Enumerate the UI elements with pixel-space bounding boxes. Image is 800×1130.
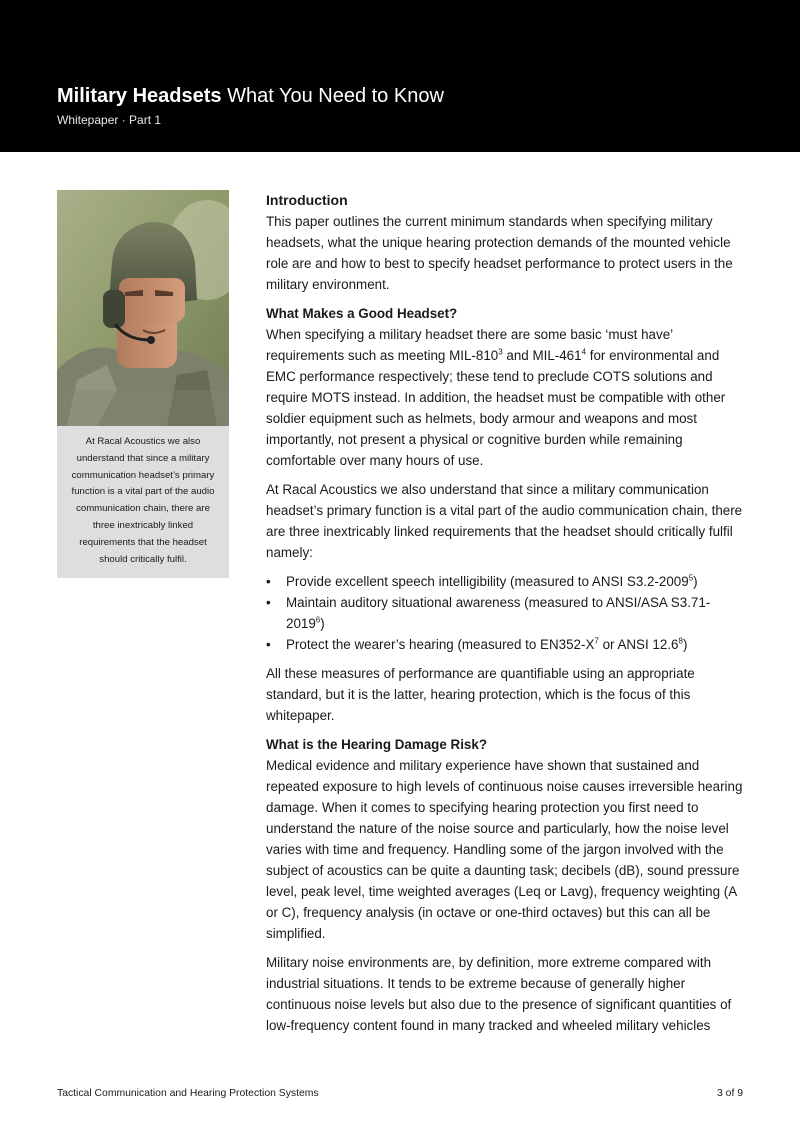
p1-text-c: for environmental and EMC performance respectively; these tend to preclude COTS solutions and require MOTS instead. In addition, the headset must be compatible with other soldier equipment such as helmets, body armour and weapons and most importantly, not present a physical or cognitive burden while remaining comfortable over many hours of use. [266, 348, 726, 468]
risk-paragraph-1: Medical evidence and military experience have shown that sustained and repeated exposure to high levels of continuous noise causes irreversible hearing damage. When it comes to specifying hearing protection you first need to understand the nature of the noise source and particularly, how the noise level varies with time and frequency. Handling some of the jargon involved with the subject of acoustics can be quite a daunting task; decibels (dB), sound pressure level, peak level, time weighted averages (Leq or Lavg), frequency weighting (A or C), frequency analysis (in octave or one-third octaves) but this can all be simplified. [266, 758, 743, 941]
list-item-tail: ) [693, 574, 698, 589]
document-title [57, 84, 444, 108]
sidebar [57, 190, 229, 578]
document-subtitle: Whitepaper · Part 1 [57, 113, 162, 127]
intro-body: This paper outlines the current minimum standards when specifying military headsets, what the unique hearing protection demands of the mounted vehicle role are and how to best to specify headset performance to protect users in the military environment. [266, 214, 733, 292]
footnote-ref: 5 [688, 573, 694, 583]
p1-text-a: When specifying a military headset there are some basic ‘must have’ requirements such as meeting MIL-810 [266, 327, 673, 363]
main-content [266, 190, 744, 1036]
good-headset-paragraph-2: At Racal Acoustics we also understand that since a military communication headset’s primary function is a vital part of the audio communication chain, there are three inextricably linked requirements that the headset should critically fulfil namely: [266, 482, 743, 560]
photo-caption: At Racal Acoustics we also understand that since a military communication headset’s primary function is a vital part of the audio communication chain, there are three inextricably linked requirements that the headset should critically fulfil. [57, 426, 229, 578]
list-item-text: Provide excellent speech intelligibility (measured to ANSI S3.2-2009 [286, 574, 689, 589]
list-item [266, 571, 744, 592]
list-item-text: Maintain auditory situational awareness (measured to ANSI/ASA S3.71-2019 [286, 595, 711, 631]
page-number: 3 of 9 [717, 1088, 743, 1099]
requirements-list [266, 571, 744, 655]
list-item-mid: or ANSI 12.6 [598, 637, 679, 652]
title-rest: What You Need to Know [221, 85, 444, 107]
page-header [0, 0, 800, 152]
footnote-ref: 3 [498, 347, 503, 357]
soldier-photo [57, 190, 229, 426]
list-item-tail: ) [320, 616, 325, 631]
risk-paragraph-2: Military noise environments are, by definition, more extreme compared with industrial situations. It tends to be extreme because of generally higher continuous noise levels but also due to the presence of significant quantities of low-frequency content found in many tracked and wheeled military vehicles [266, 955, 732, 1033]
footnote-ref: 4 [581, 347, 587, 357]
footnote-ref: 8 [678, 636, 683, 646]
risk-heading: What is the Hearing Damage Risk? [266, 737, 487, 752]
footnote-ref: 6 [315, 615, 321, 625]
list-item-text: Protect the wearer’s hearing (measured to EN352-X [286, 637, 595, 652]
good-headset-paragraph-3: All these measures of performance are quantifiable using an appropriate standard, but it is the latter, hearing protection, which is the focus of this whitepaper. [266, 666, 695, 723]
footer-title: Tactical Communication and Hearing Protection Systems [57, 1088, 319, 1099]
good-headset-paragraph-1 [266, 324, 744, 471]
title-bold: Military Headsets [57, 85, 222, 107]
list-item-tail: ) [682, 637, 688, 652]
p1-text-b: and MIL-461 [502, 348, 582, 363]
intro-heading: Introduction [266, 192, 348, 208]
list-item [266, 592, 744, 634]
footnote-ref: 7 [594, 636, 599, 646]
good-headset-heading: What Makes a Good Headset? [266, 306, 458, 321]
list-item [266, 634, 744, 655]
